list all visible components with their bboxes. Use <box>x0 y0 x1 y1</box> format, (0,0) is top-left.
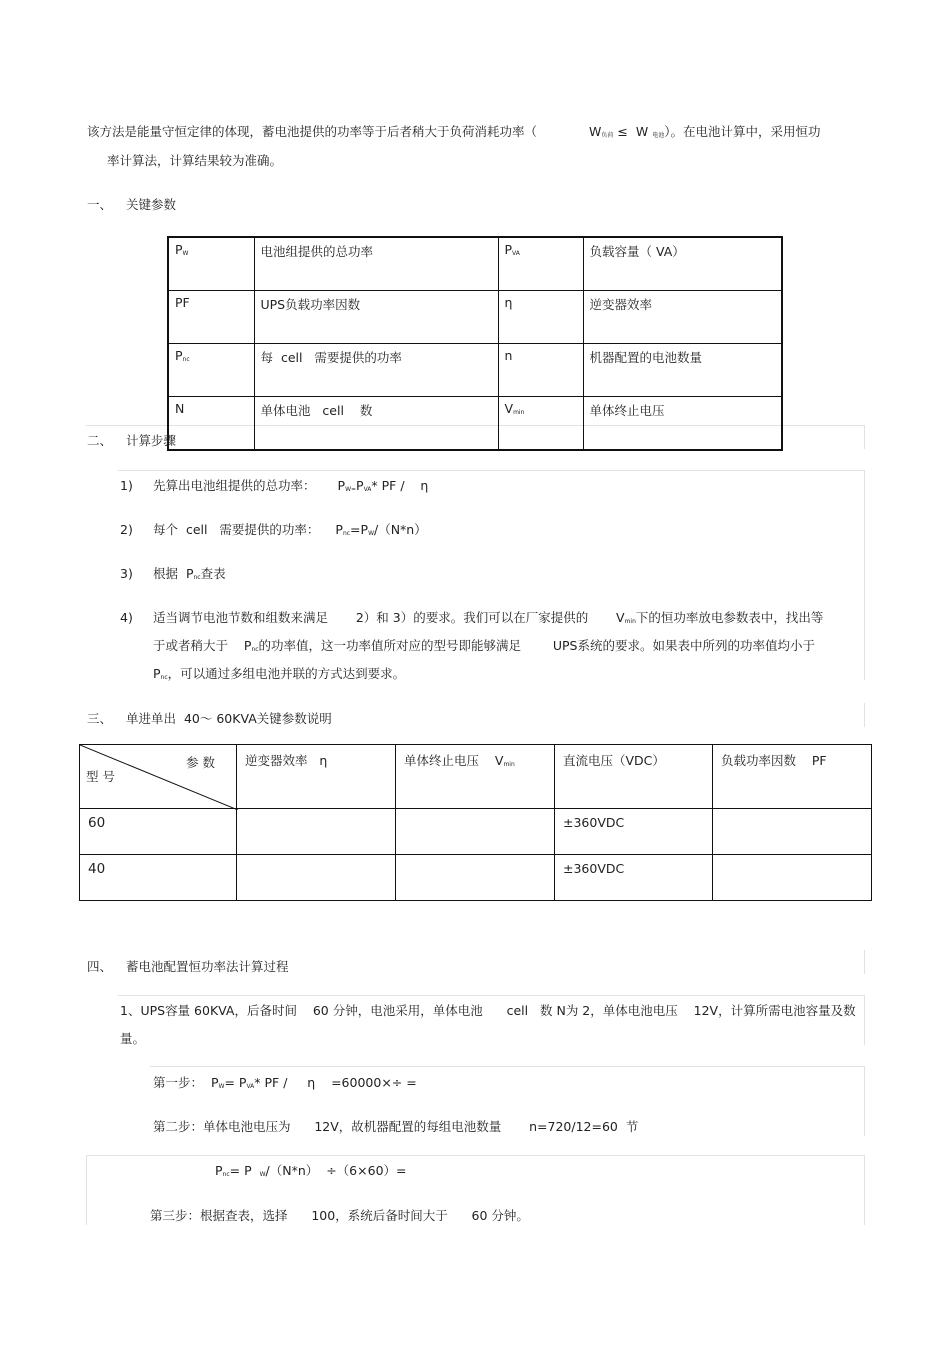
step-4-line-3: $P_{nc}$，可以通过多组电池并联的方式达到要求。 <box>153 666 406 681</box>
param-symbol: N <box>168 397 254 451</box>
param-symbol: $V_{min}$ <box>498 397 583 451</box>
frame-line <box>864 703 865 727</box>
param-desc: 单体电池 cell 数 <box>254 397 498 451</box>
vmin-cell <box>396 809 555 855</box>
intro-line-2: 率计算法，计算结果较为准确。 <box>107 153 283 168</box>
calc-step-3: 第三步：根据查表，选择 100，系统后备时间大于 60 分钟。 <box>150 1208 529 1223</box>
calc-step-1: 第一步： $P_W= P_{VA}*$ PF / η =60000×÷ = <box>153 1075 417 1090</box>
param-symbol: $P_W$ <box>168 237 254 291</box>
corner-bottom-label: 型 号 <box>86 769 115 784</box>
frame-line <box>864 470 865 680</box>
pf-cell <box>713 809 872 855</box>
table-row <box>80 855 872 901</box>
header-cell: 单体终止电压 $V_{min}$ <box>396 745 555 809</box>
table-row <box>168 344 782 397</box>
calc-formula: $P_{nc}= P$ $_W$/（N*n） ÷（6×60）= <box>215 1163 407 1178</box>
frame-line <box>864 1155 865 1225</box>
example-line-2: 量。 <box>120 1031 146 1046</box>
header-cell: 直流电压（VDC） <box>555 745 713 809</box>
section-4-heading: 四、 蓄电池配置恒功率法计算过程 <box>87 959 289 974</box>
intro-line-1: 该方法是能量守恒定律的体现，蓄电池提供的功率等于后者稍大于负荷消耗功率（ $W_{负荷} \le W$ $_{电池}$）。在电池计算中，采用恒功 <box>87 124 821 139</box>
frame-line <box>118 470 864 471</box>
table-row <box>168 237 782 291</box>
pf-cell <box>713 855 872 901</box>
model-cell: 60 <box>80 809 237 855</box>
vmin-cell <box>396 855 555 901</box>
param-symbol: η <box>498 291 583 344</box>
vdc-cell: ±360VDC <box>555 855 713 901</box>
table-row <box>80 809 872 855</box>
example-line-1: 1、UPS容量 60KVA，后备时间 60 分钟，电池采用，单体电池 cell 数 N为 2，单体电池电压 12V，计算所需电池容量及数 <box>120 1003 856 1018</box>
corner-header-cell <box>80 745 237 809</box>
step-4-line-2: 于或者稍大于 $P_{nc}$的功率值，这一功率值所对应的型号即能够满足 UPS系统的要求。如果表中所列的功率值均小于 <box>153 638 815 653</box>
frame-line <box>86 1155 864 1156</box>
step-1: 1) 先算出电池组提供的总功率： $P_{W=}P_{VA}*$ PF / η <box>120 478 429 493</box>
section-1-heading: 一、 关键参数 <box>87 197 177 212</box>
param-desc: 负载容量（ VA） <box>583 237 782 291</box>
model-cell: 40 <box>80 855 237 901</box>
step-4-line-1: 4) 适当调节电池节数和组数来满足 2）和 3）的要求。我们可以在厂家提供的 $V_{min}$下的恒功率放电参数表中，找出等 <box>120 610 824 625</box>
param-symbol: n <box>498 344 583 397</box>
eff-cell <box>237 855 396 901</box>
param-desc: 电池组提供的总功率 <box>254 237 498 291</box>
param-symbol: $P_{VA}$ <box>498 237 583 291</box>
frame-line <box>86 1155 87 1225</box>
key-params-table <box>167 236 783 451</box>
header-cell: 负载功率因数 PF <box>713 745 872 809</box>
frame-line <box>864 950 865 974</box>
frame-line <box>118 995 864 996</box>
frame-line <box>864 995 865 1045</box>
param-desc: 逆变器效率 <box>583 291 782 344</box>
header-cell: 逆变器效率 η <box>237 745 396 809</box>
eff-cell <box>237 809 396 855</box>
table-header-row <box>80 745 872 809</box>
table-row <box>168 291 782 344</box>
calc-step-2: 第二步：单体电池电压为 12V，故机器配置的每组电池数量 n=720/12=60 节 <box>153 1119 639 1134</box>
table-row <box>168 397 782 451</box>
frame-line <box>864 425 865 449</box>
model-params-table <box>79 744 872 901</box>
param-symbol: PF <box>168 291 254 344</box>
vdc-cell: ±360VDC <box>555 809 713 855</box>
frame-line <box>150 1066 864 1067</box>
frame-line <box>864 1066 865 1136</box>
step-3: 3) 根据 $P_{nc}$查表 <box>120 566 226 581</box>
section-2-heading: 二、 计算步骤 <box>87 433 177 448</box>
param-desc: UPS负载功率因数 <box>254 291 498 344</box>
step-2: 2) 每个 cell 需要提供的功率： $P_{nc}=P_W/(N*n)$ <box>120 522 427 537</box>
param-desc: 每 cell 需要提供的功率 <box>254 344 498 397</box>
corner-top-label: 参 数 <box>186 755 215 770</box>
param-desc: 单体终止电压 <box>583 397 782 451</box>
param-desc: 机器配置的电池数量 <box>583 344 782 397</box>
param-symbol: $P_{nc}$ <box>168 344 254 397</box>
section-3-heading: 三、 单进单出 40～ 60KVA关键参数说明 <box>87 711 332 726</box>
